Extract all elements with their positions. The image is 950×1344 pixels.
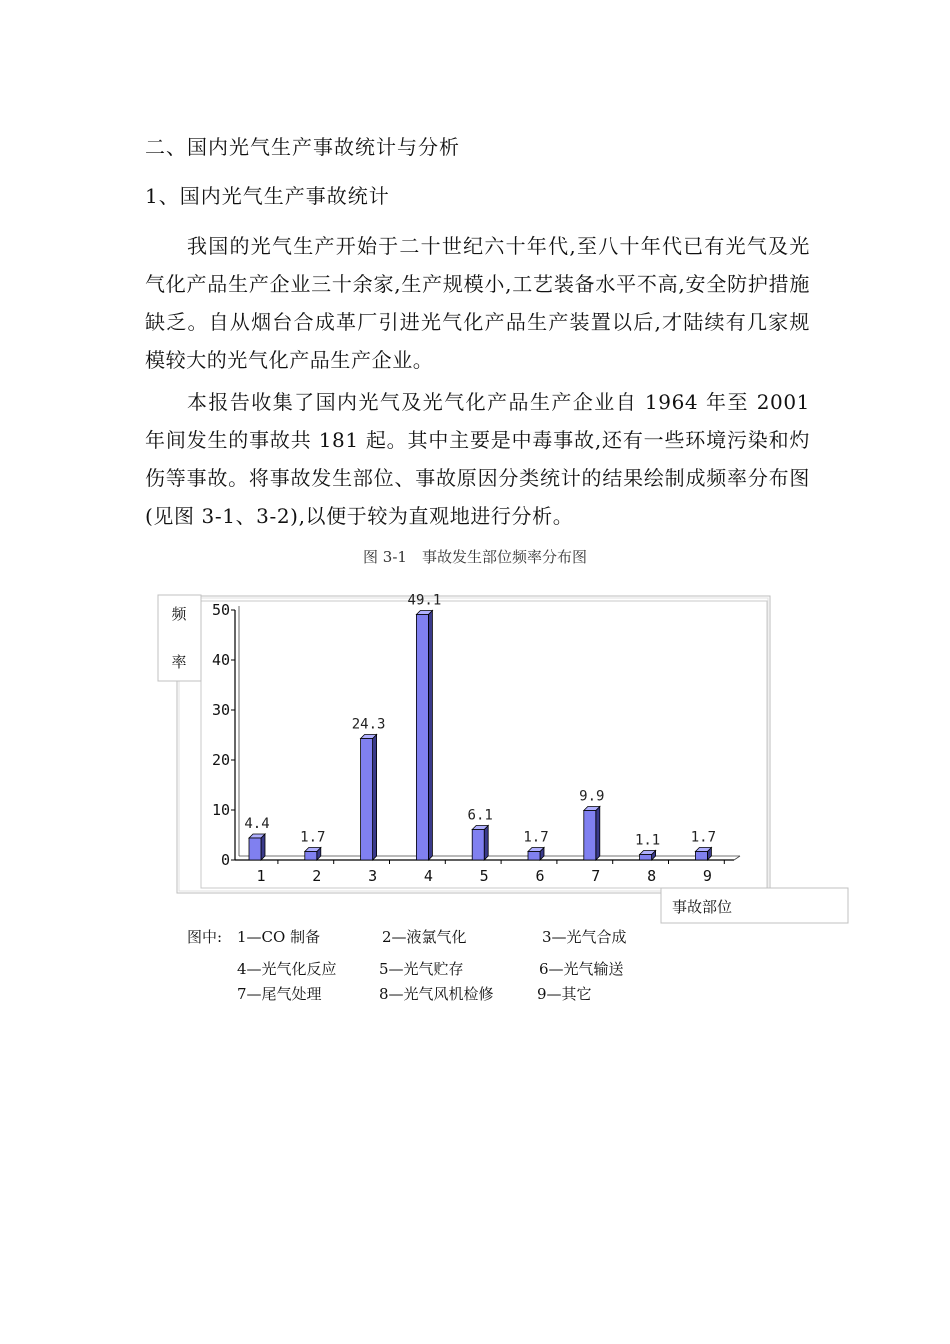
y-axis-label-char-2: 率 xyxy=(171,653,187,671)
x-tick-label: 7 xyxy=(591,867,601,885)
y-tick-label: 30 xyxy=(211,701,230,719)
x-tick-label: 1 xyxy=(256,867,266,885)
bar-side xyxy=(596,807,600,861)
legend-item-2: 2—液氯气化 xyxy=(382,928,467,946)
bar xyxy=(695,852,707,861)
bar-side xyxy=(428,611,432,861)
bar-value-label: 4.4 xyxy=(244,816,270,832)
x-tick-label: 4 xyxy=(423,867,433,885)
legend-prefix: 图中: xyxy=(187,928,223,946)
x-tick-label: 9 xyxy=(702,867,712,885)
bar-value-label: 1.7 xyxy=(690,829,717,846)
legend-item-5: 5—光气贮存 xyxy=(379,960,464,978)
bar-value-label: 1.1 xyxy=(634,832,661,849)
subsection-heading: 1、国内光气生产事故统计 xyxy=(145,184,390,208)
y-tick-label: 40 xyxy=(211,651,230,669)
section-heading: 二、国内光气生产事故统计与分析 xyxy=(145,135,460,159)
bar xyxy=(472,830,484,861)
x-tick-label: 5 xyxy=(479,867,489,885)
bar-value-label: 9.9 xyxy=(579,788,605,805)
y-axis-label-char-1: 频 xyxy=(171,605,187,623)
paragraph-history: 我国的光气生产开始于二十世纪六十年代,至八十年代已有光气及光气化产品生产企业三十余家,生产规模小,工艺装备水平不高,安全防护措施缺乏。自从烟台合成革厂引进光气化产品生产装置以后,才陆续有几家规模较大的光气化产品生产企业。 xyxy=(145,234,810,372)
bar-side xyxy=(373,735,377,861)
x-axis-label: 事故部位 xyxy=(672,898,733,916)
paragraph-statistics: 本报告收集了国内光气及光气化产品生产企业自 1964 年至 2001 年间发生的事故共 181 起。其中主要是中毒事故,还有一些环境污染和灼伤等事故。将事故发生部位、事故原因分类统计的结果绘制成频率分布图(见图 3-1、3-2),以便于较为直观地进行分析。 xyxy=(145,390,810,528)
bar xyxy=(249,838,261,860)
x-tick-label: 2 xyxy=(312,867,322,885)
bar-value-label: 6.1 xyxy=(467,807,493,824)
figure-caption: 图 3-1 事故发生部位频率分布图 xyxy=(363,548,587,566)
legend-item-8: 8—光气风机检修 xyxy=(379,985,494,1003)
x-tick-label: 3 xyxy=(368,867,378,885)
x-tick-label: 6 xyxy=(535,867,545,885)
bar xyxy=(305,852,317,861)
legend-item-1: 1—CO 制备 xyxy=(237,928,321,946)
legend-item-4: 4—光气化反应 xyxy=(237,960,337,978)
x-tick-label: 8 xyxy=(647,867,657,885)
y-tick-label: 10 xyxy=(211,801,230,819)
x-axis-end-line xyxy=(734,856,740,860)
y-tick-label: 0 xyxy=(220,851,230,869)
legend-item-9: 9—其它 xyxy=(537,985,592,1003)
bar-value-label: 1.7 xyxy=(300,829,326,846)
y-tick-label: 50 xyxy=(211,601,230,619)
y-tick-label: 20 xyxy=(211,751,230,769)
legend-item-7: 7—尾气处理 xyxy=(237,985,322,1003)
bar-value-label: 1.7 xyxy=(523,829,549,846)
bar-value-label: 24.3 xyxy=(351,716,386,733)
bar xyxy=(416,615,428,861)
bar xyxy=(361,739,373,861)
legend-item-3: 3—光气合成 xyxy=(542,928,627,946)
bar-value-label: 49.1 xyxy=(407,592,442,609)
bar xyxy=(584,811,596,861)
bar xyxy=(528,852,540,861)
legend-item-6: 6—光气输送 xyxy=(539,960,624,978)
bar-side xyxy=(484,826,488,861)
bar xyxy=(640,855,652,861)
